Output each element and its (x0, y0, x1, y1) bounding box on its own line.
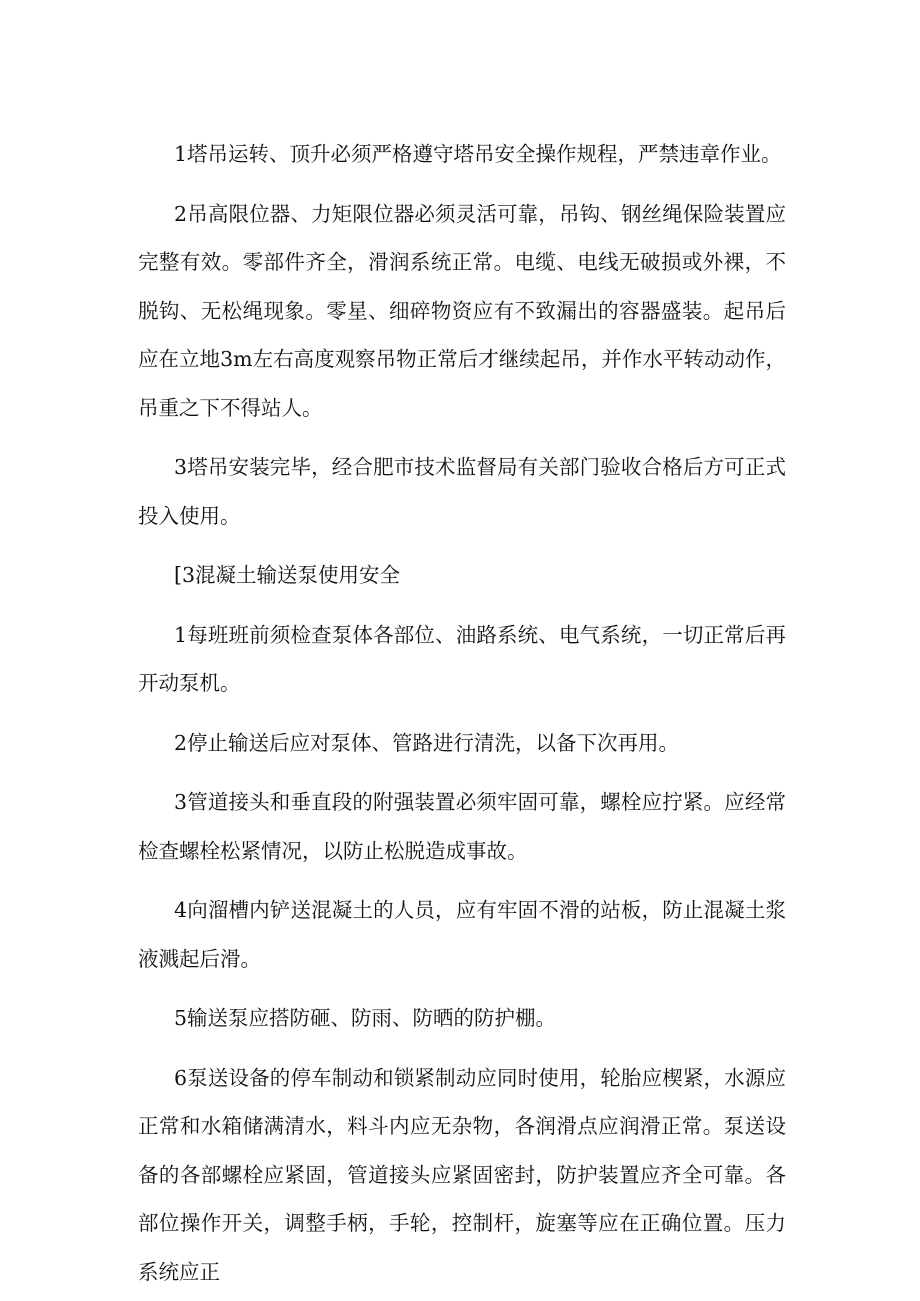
paragraph-pump-shelter: 5输送泵应搭防砸、防雨、防晒的防护棚。 (174, 1006, 557, 1030)
paragraph-crane-acceptance: 3塔吊安装完毕，经合肥市技术监督局有关部门验收合格后方可正式投入使用。 (138, 455, 786, 528)
section-heading-concrete-pump: [3混凝土输送泵使用安全 (174, 563, 401, 587)
paragraph-pump-equipment-checks: 6泵送设备的停车制动和锁紧制动应同时使用，轮胎应楔紧，水源应正常和水箱储满清水，料斗内应无杂物，各润滑点应润滑正常。泵送设备的各部螺栓应紧固，管道接头应紧固密封，防护装置应齐全可靠。各部位操作开关，调整手柄，手轮，控制杆，旋塞等应在正确位置。压力系统应正 (138, 1065, 786, 1284)
paragraph-limiters-and-hoisting: 2吊高限位器、力矩限位器必须灵活可靠，吊钩、钢丝绳保险装置应完整有效。零部件齐全，滑润系统正常。电缆、电线无破损或外裸，不脱钩、无松绳现象。零星、细碎物资应有不致漏出的容器盛装。起吊后应在立地3m左右高度观察吊物正常后才继续起吊，并作水平转动动作，吊重之下不得站人。 (138, 201, 786, 420)
paragraph-chute-workers: 4向溜槽内铲送混凝土的人员，应有牢固不滑的站板，防止混凝土浆液溅起后滑。 (138, 898, 786, 971)
paragraph-pump-cleaning: 2停止输送后应对泵体、管路进行清洗，以备下次再用。 (174, 730, 680, 755)
paragraph-pump-pre-shift-check: 1每班班前须检查泵体各部位、油路系统、电气系统，一切正常后再开动泵机。 (138, 622, 786, 695)
paragraph-pipe-joints: 3管道接头和垂直段的附强装置必须牢固可靠，螺栓应拧紧。应经常检查螺栓松紧情况，以防止松脱造成事故。 (138, 790, 786, 863)
paragraph-tower-crane-operation: 1塔吊运转、顶升必须严格遵守塔吊安全操作规程，严禁违章作业。 (174, 142, 782, 166)
document-body (138, 130, 786, 1296)
